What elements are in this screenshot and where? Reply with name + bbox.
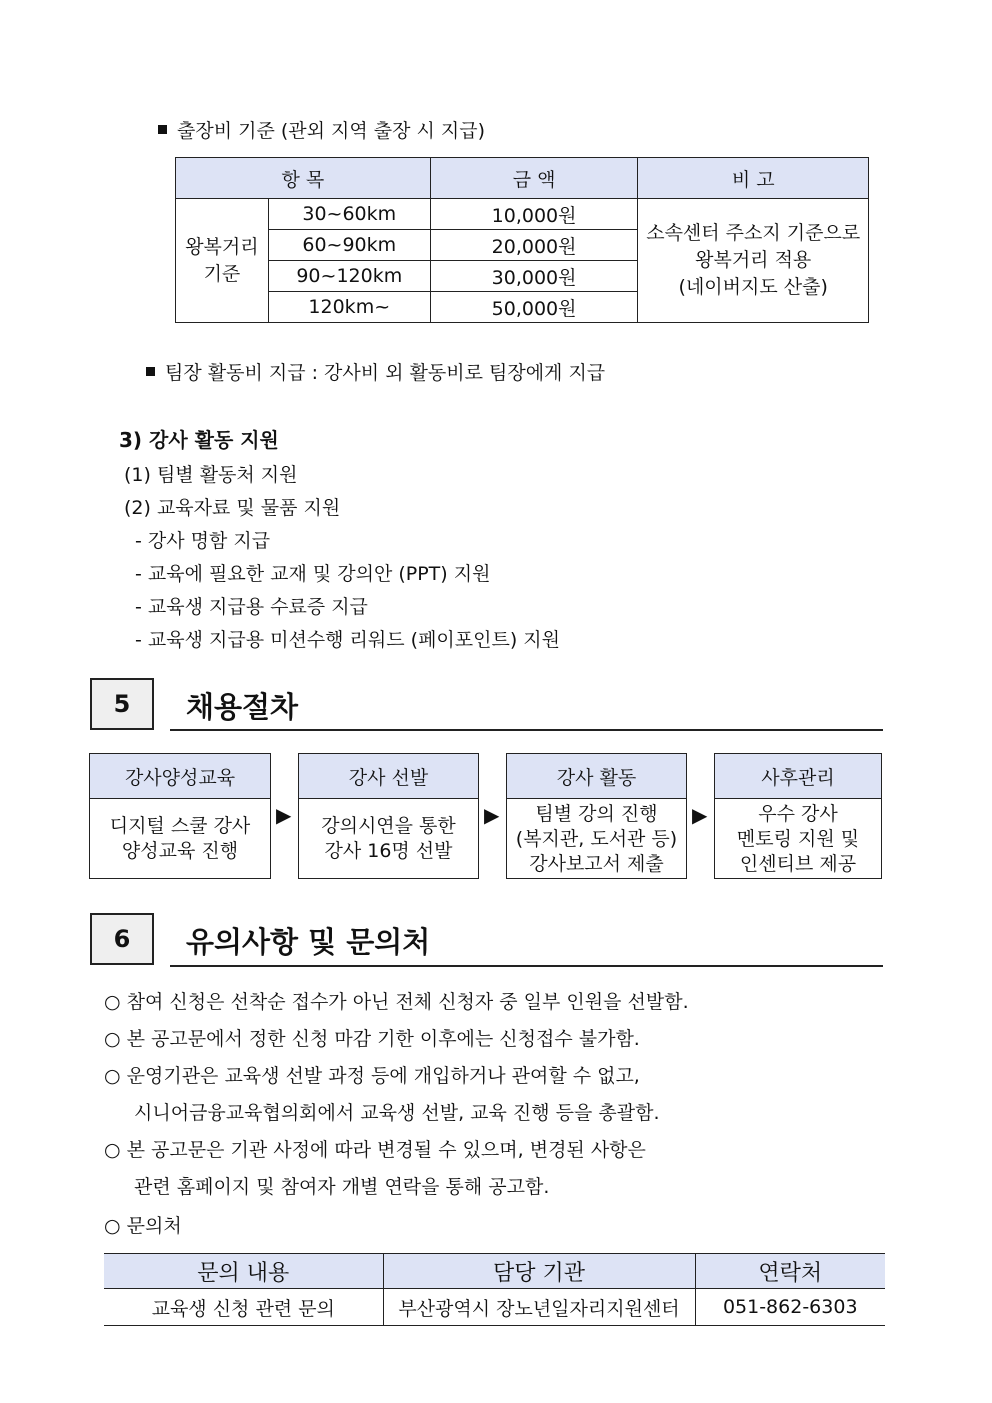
amount-cell: 30,000원 <box>430 261 638 292</box>
arrow-right-icon: ▶ <box>692 803 708 827</box>
note-line2: 왕복거리 적용 <box>695 249 812 271</box>
notice-text: 문의처 <box>126 1215 182 1237</box>
support-sub-2: - 교육에 필요한 교재 및 강의안 (PPT) 지원 <box>135 563 491 585</box>
notice-1 <box>104 987 689 1014</box>
circle-bullet-icon: ○ <box>104 1139 121 1161</box>
group-label-line1: 왕복거리 <box>185 235 259 258</box>
support-item-2: (2) 교육자료 및 물품 지원 <box>124 497 341 519</box>
step-line2: 양성교육 진행 <box>121 840 239 862</box>
notice-text: 참여 신청은 선착순 접수가 아닌 전체 신청자 중 일부 인원을 선발함. <box>126 991 689 1013</box>
header-amount: 금 액 <box>430 158 638 199</box>
section6-title: 유의사항 및 문의처 <box>186 925 431 959</box>
step-line1: 우수 강사 <box>758 802 838 825</box>
header-agency: 담당 기관 <box>383 1254 695 1289</box>
process-step-1 <box>89 753 271 879</box>
travel-bullet-text: 출장비 기준 (관외 지역 출장 시 지급) <box>177 120 486 142</box>
phone-cell: 051-862-6303 <box>695 1289 885 1326</box>
process-step-4 <box>714 753 882 879</box>
section5-title: 채용절차 <box>186 690 299 724</box>
step-line3: 강사보고서 제출 <box>529 852 664 875</box>
support-sub-3: - 교육생 지급용 수료증 지급 <box>135 596 368 618</box>
circle-bullet-icon: ○ <box>104 1215 121 1237</box>
notice-2 <box>104 1024 640 1051</box>
step-line1: 팀별 강의 진행 <box>535 802 658 825</box>
header-note: 비 고 <box>638 158 869 199</box>
travel-bullet <box>158 116 485 143</box>
notice-4 <box>104 1135 646 1162</box>
notice-text: 본 공고문에서 정한 신청 마감 기한 이후에는 신청접수 불가함. <box>126 1028 640 1050</box>
step-head: 강사 선발 <box>299 754 478 799</box>
team-leader-bullet <box>146 358 605 385</box>
support-title: 3) 강사 활동 지원 <box>119 428 279 452</box>
step-body <box>90 799 270 879</box>
notice-text: 운영기관은 교육생 선발 과정 등에 개입하거나 관여할 수 없고, <box>126 1065 640 1087</box>
step-line2: 멘토링 지원 및 <box>736 827 860 850</box>
square-bullet-icon <box>146 367 155 376</box>
circle-bullet-icon: ○ <box>104 1065 121 1087</box>
header-phone: 연락처 <box>695 1254 885 1289</box>
range-cell: 120km~ <box>268 292 430 323</box>
step-line3: 인센티브 제공 <box>739 852 857 875</box>
amount-cell: 20,000원 <box>430 230 638 261</box>
circle-bullet-icon: ○ <box>104 991 121 1013</box>
step-line2: 강사 16명 선발 <box>324 840 453 862</box>
arrow-right-icon: ▶ <box>276 803 292 827</box>
process-step-3 <box>506 753 687 879</box>
note-line1: 소속센터 주소지 기준으로 <box>646 222 861 244</box>
support-sub-4: - 교육생 지급용 미션수행 리워드 (페이포인트) 지원 <box>135 629 560 651</box>
group-label-cell <box>176 199 269 323</box>
notice-contact <box>104 1211 182 1238</box>
agency-cell: 부산광역시 장노년일자리지원센터 <box>383 1289 695 1326</box>
notice-4-continued: 관련 홈페이지 및 참여자 개별 연락을 통해 공고함. <box>134 1176 550 1198</box>
section6-number: 6 <box>90 913 154 965</box>
contact-table <box>104 1253 885 1326</box>
header-item: 항 목 <box>176 158 431 199</box>
step-body <box>507 799 686 879</box>
step-line2: (복지관, 도서관 등) <box>515 827 678 850</box>
process-step-2 <box>298 753 479 879</box>
notice-3-continued: 시니어금융교육협의회에서 교육생 선발, 교육 진행 등을 총괄함. <box>134 1102 660 1124</box>
step-head: 사후관리 <box>715 754 881 799</box>
note-cell <box>638 199 869 323</box>
travel-expense-table <box>175 157 869 323</box>
notice-text: 본 공고문은 기관 사정에 따라 변경될 수 있으며, 변경된 사항은 <box>126 1139 646 1161</box>
arrow-right-icon: ▶ <box>484 803 500 827</box>
step-line1: 강의시연을 통한 <box>321 815 456 837</box>
range-cell: 60~90km <box>268 230 430 261</box>
support-sub-1: - 강사 명함 지급 <box>135 530 271 552</box>
amount-cell: 10,000원 <box>430 199 638 230</box>
header-inquiry: 문의 내용 <box>104 1254 383 1289</box>
inquiry-cell: 교육생 신청 관련 문의 <box>104 1289 383 1326</box>
note-line3: (네이버지도 산출) <box>678 276 828 298</box>
amount-cell: 50,000원 <box>430 292 638 323</box>
support-item-1: (1) 팀별 활동처 지원 <box>124 464 298 486</box>
section6-rule <box>170 965 883 967</box>
circle-bullet-icon: ○ <box>104 1028 121 1050</box>
step-head: 강사 활동 <box>507 754 686 799</box>
notice-3 <box>104 1061 640 1088</box>
section5-number: 5 <box>90 678 154 730</box>
range-cell: 30~60km <box>268 199 430 230</box>
range-cell: 90~120km <box>268 261 430 292</box>
team-leader-text: 팀장 활동비 지급 : 강사비 외 활동비로 팀장에게 지급 <box>165 362 606 384</box>
square-bullet-icon <box>158 125 167 134</box>
step-line1: 디지털 스쿨 강사 <box>109 815 251 837</box>
section5-rule <box>170 729 883 731</box>
group-label-line2: 기준 <box>203 262 241 285</box>
step-body <box>715 799 881 879</box>
step-head: 강사양성교육 <box>90 754 270 799</box>
step-body <box>299 799 478 879</box>
